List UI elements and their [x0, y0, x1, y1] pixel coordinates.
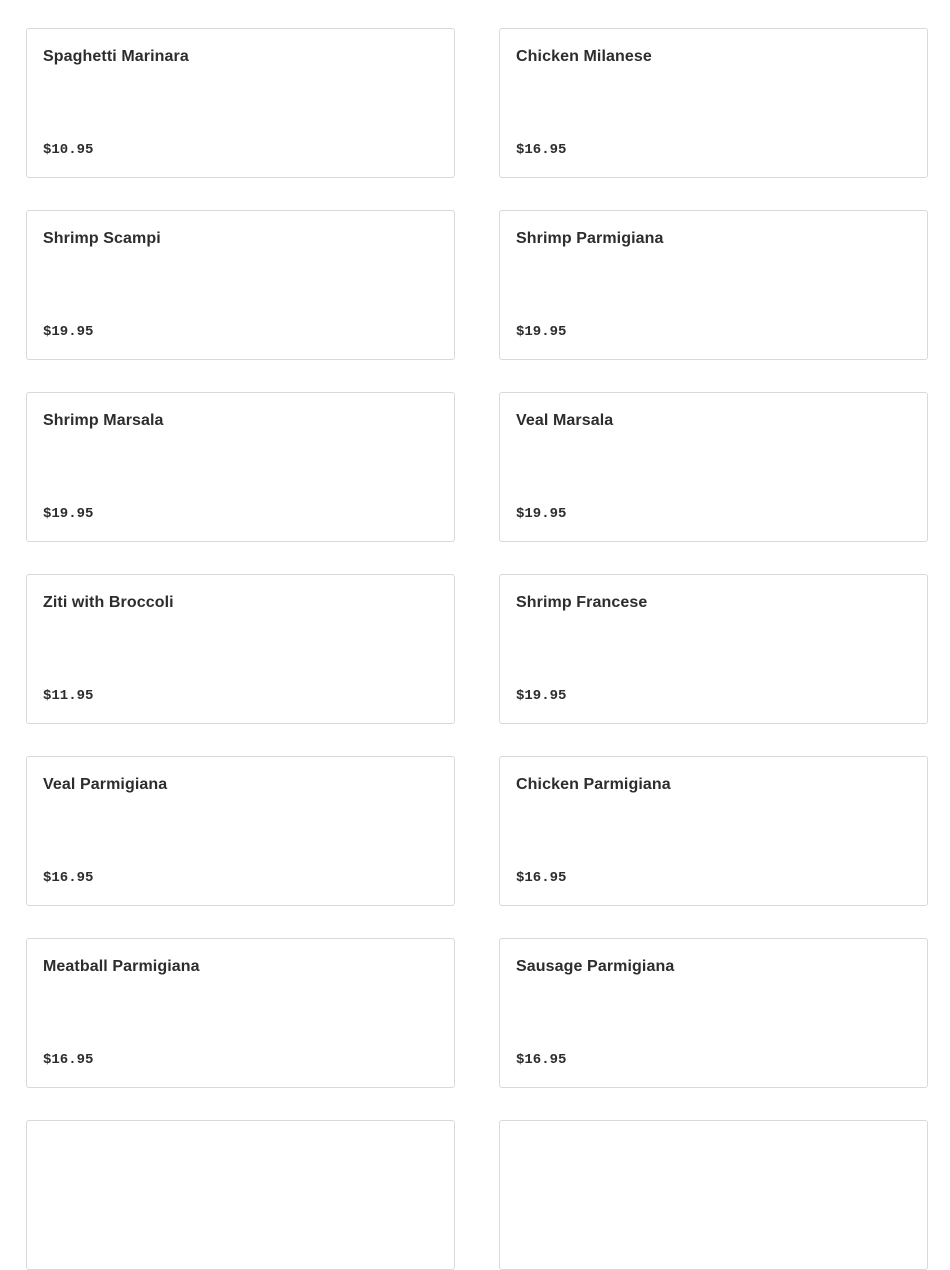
menu-item-card[interactable] [26, 1120, 455, 1270]
menu-item-price: $19.95 [43, 324, 94, 340]
menu-item-price: $19.95 [516, 324, 567, 340]
menu-item-price: $16.95 [43, 870, 94, 886]
menu-item-price: $19.95 [516, 688, 567, 704]
menu-item-name: Chicken Parmigiana [516, 776, 671, 793]
menu-item-card[interactable] [499, 1120, 928, 1270]
menu-item-name: Shrimp Scampi [43, 230, 161, 247]
menu-item-name: Meatball Parmigiana [43, 958, 200, 975]
menu-item-card[interactable] [499, 756, 928, 906]
menu-item-name: Shrimp Francese [516, 594, 648, 611]
menu-item-price: $16.95 [516, 870, 567, 886]
menu-item-card[interactable] [499, 210, 928, 360]
menu-item-name: Spaghetti Marinara [43, 48, 189, 65]
menu-item-card[interactable] [499, 574, 928, 724]
menu-item-price: $19.95 [43, 506, 94, 522]
menu-item-name: Veal Marsala [516, 412, 614, 429]
menu-item-card[interactable] [26, 392, 455, 542]
menu-item-card[interactable] [499, 938, 928, 1088]
menu-item-card[interactable] [499, 392, 928, 542]
menu-item-price: $16.95 [43, 1052, 94, 1068]
menu-item-card[interactable] [26, 28, 455, 178]
menu-item-name: Sausage Parmigiana [516, 958, 675, 975]
menu-item-name: Chicken Milanese [516, 48, 652, 65]
menu-item-card[interactable] [26, 574, 455, 724]
menu-item-name: Shrimp Marsala [43, 412, 164, 429]
menu-item-price: $19.95 [516, 506, 567, 522]
menu-item-price: $10.95 [43, 142, 94, 158]
menu-item-grid [26, 28, 928, 1270]
menu-item-card[interactable] [26, 756, 455, 906]
menu-item-card[interactable] [499, 28, 928, 178]
menu-item-name: Veal Parmigiana [43, 776, 168, 793]
menu-item-price: $16.95 [516, 142, 567, 158]
menu-item-price: $11.95 [43, 688, 94, 704]
menu-item-name: Shrimp Parmigiana [516, 230, 664, 247]
menu-item-card[interactable] [26, 938, 455, 1088]
menu-item-name: Ziti with Broccoli [43, 594, 174, 611]
menu-item-price: $16.95 [516, 1052, 567, 1068]
menu-item-card[interactable] [26, 210, 455, 360]
